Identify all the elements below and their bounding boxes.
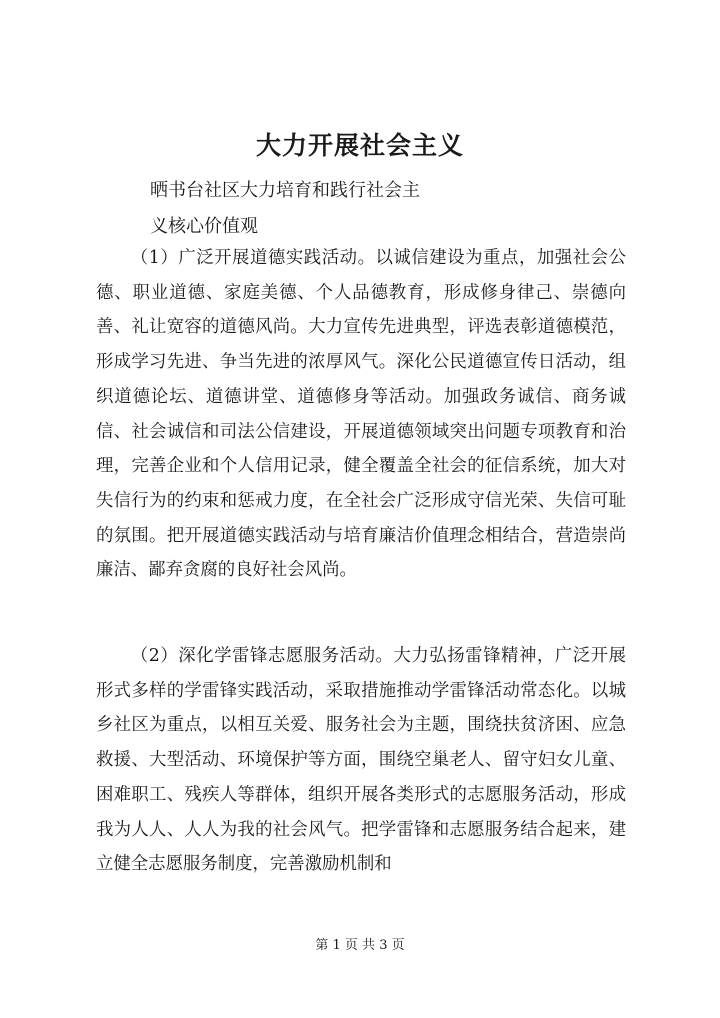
subtitle-line-2: 义核心价值观	[150, 216, 258, 237]
paragraph-volunteer-service: （2）深化学雷锋志愿服务活动。大力弘扬雷锋精神，广泛开展形式多样的学雷锋实践活动，采取措施推动学雷锋活动常态化。以城乡社区为重点，以相互关爱、服务社会为主题，围绕扶贫济困、应急救援、大型活动、环境保护等方面，围绕空巢老人、留守妇女儿童、困难职工、残疾人等群体，组织开展各类形式的志愿服务活动，形成我为人人、人人为我的社会风气。把学雷锋和志愿服务结合起来，建立健全志愿服务制度，完善激励机制和	[96, 646, 626, 875]
paragraph-moral-practice: （1）广泛开展道德实践活动。以诚信建设为重点，加强社会公德、职业道德、家庭美德、个人品德教育，形成修身律己、崇德向善、礼让宽容的道德风尚。大力宣传先进典型，评选表彰道德模范，形成学习先进、争当先进的浓厚风气。深化公民道德宣传日活动，组织道德论坛、道德讲堂、道德修身等活动。加强政务诚信、商务诚信、社会诚信和司法公信建设，开展道德领域突出问题专项教育和治理，完善企业和个人信用记录，健全覆盖全社会的征信系统，加大对失信行为的约束和惩戒力度，在全社会广泛形成守信光荣、失信可耻的氛围。把开展道德实践活动与培育廉洁价值理念相结合，营造崇尚廉洁、鄙弃贪腐的良好社会风尚。	[96, 248, 626, 581]
document-subtitle	[150, 173, 630, 245]
document-title: 大力开展社会主义	[255, 131, 464, 160]
subtitle-line-1: 晒书台社区大力培育和践行社会主	[150, 180, 420, 201]
page-footer: 第 1 页 共 3 页	[315, 938, 405, 953]
